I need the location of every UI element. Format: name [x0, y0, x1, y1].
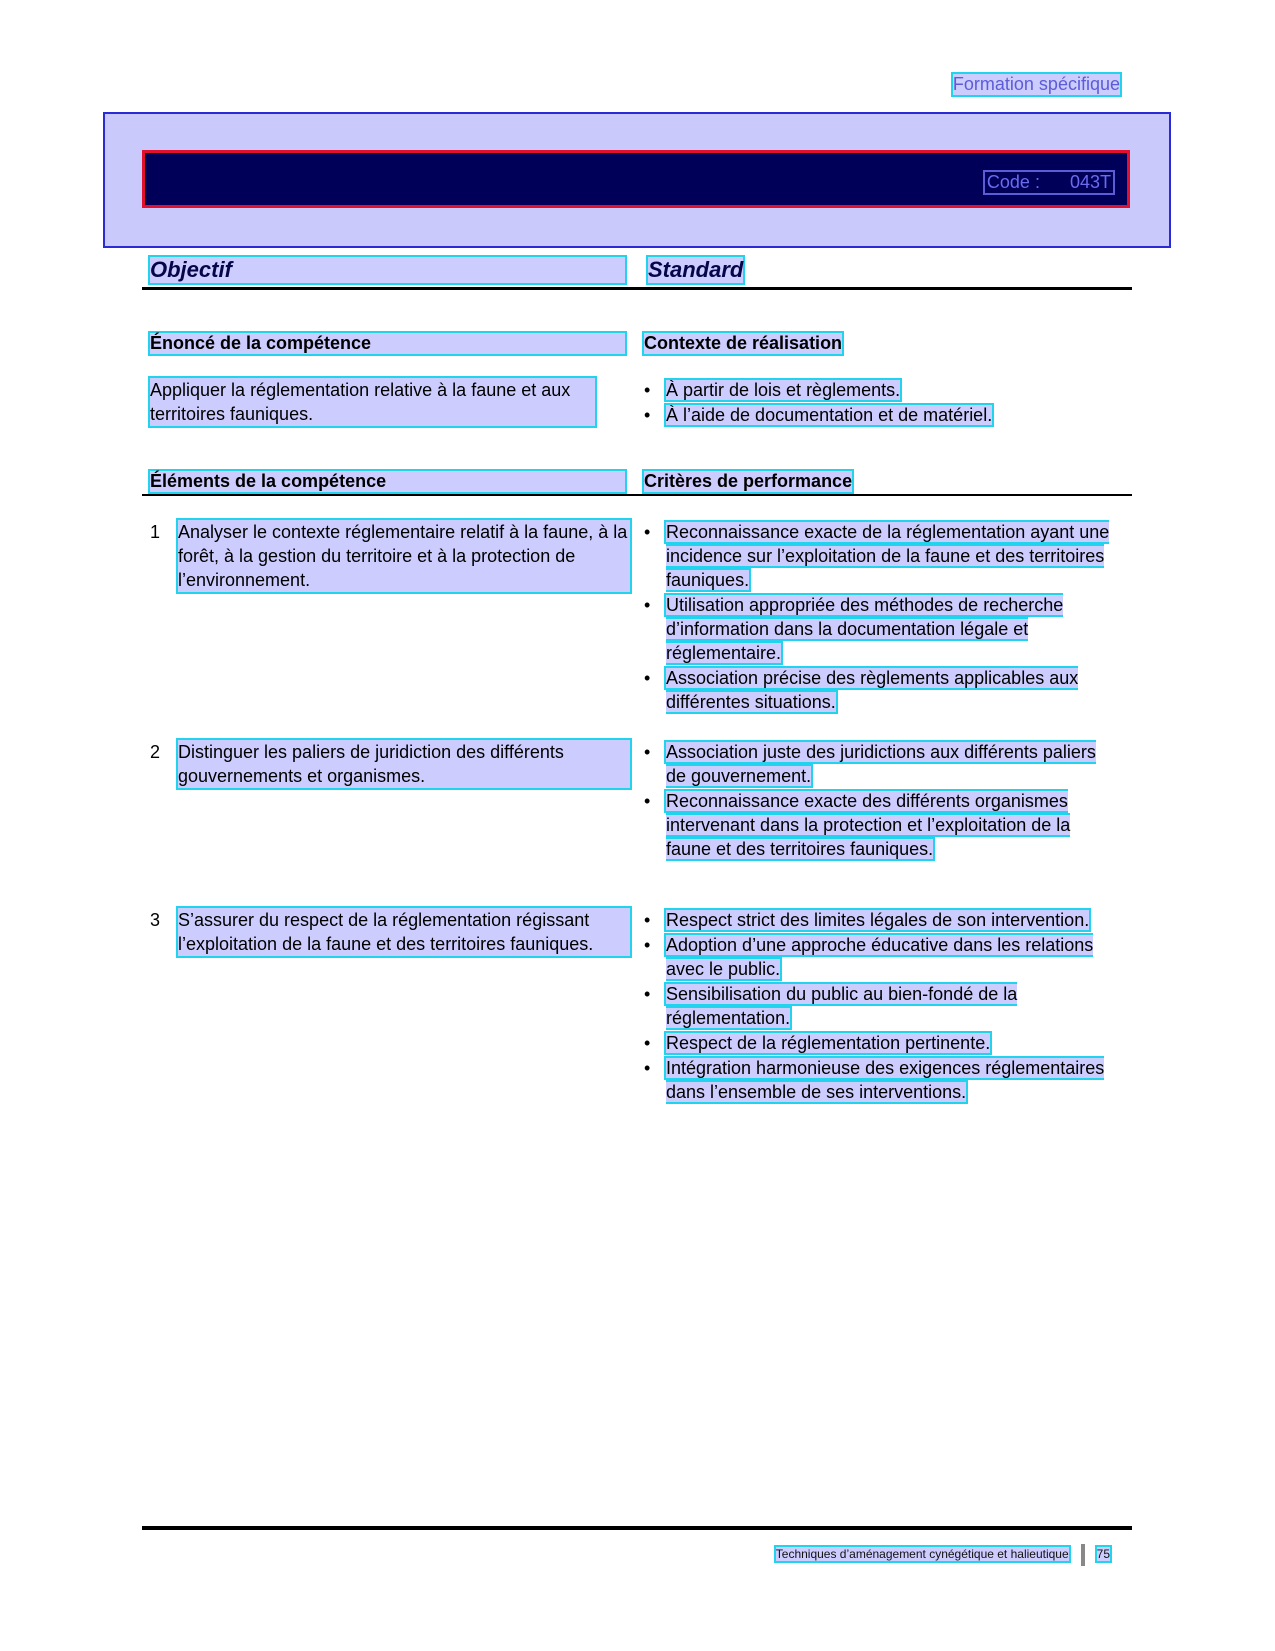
criterion: • Intégration harmonieuse des exigences réglementaires dans l’ensemble de ses interventions.	[644, 1056, 1114, 1104]
elements-heading: Éléments de la compétence	[150, 471, 625, 492]
element-number: 2	[150, 742, 161, 762]
mid-rule	[142, 494, 1132, 496]
criteria-list-3	[644, 908, 1114, 1105]
code-label-text: Code :	[986, 172, 1040, 192]
criterion: • Reconnaissance exacte des différents organismes intervenant dans la protection et l’exploitation de la faune et des territoires fauniques.	[644, 789, 1114, 861]
context-item: • À l’aide de documentation et de matériel.	[644, 403, 1114, 427]
criterion: • Utilisation appropriée des méthodes de recherche d’information dans la documentation légale et réglementaire.	[644, 593, 1114, 665]
footer-rule	[142, 1526, 1132, 1530]
criteria-list-1	[644, 520, 1114, 715]
standard-heading: Standard	[648, 257, 744, 282]
element-3	[150, 908, 630, 956]
criteria-heading: Critères de performance	[644, 471, 853, 491]
code-label	[983, 170, 1115, 195]
footer	[776, 1544, 1110, 1566]
element-1	[150, 520, 630, 592]
element-number: 1	[150, 522, 161, 542]
objectif-heading: Objectif	[150, 257, 625, 283]
criterion: • Sensibilisation du public au bien-fondé de la réglementation.	[644, 982, 1114, 1030]
element-2	[150, 740, 630, 788]
criterion: • Association juste des juridictions aux différents paliers de gouvernement.	[644, 740, 1114, 788]
top-rule	[142, 287, 1132, 290]
element-text: S’assurer du respect de la réglementation régissant l’exploitation de la faune et des territoires fauniques.	[178, 908, 630, 956]
context-heading: Contexte de réalisation	[644, 333, 843, 353]
section-label: Formation spécifique	[952, 74, 1120, 94]
criterion: • Respect de la réglementation pertinente.	[644, 1031, 1114, 1055]
criterion: • Association précise des règlements applicables aux différentes situations.	[644, 666, 1114, 714]
code-value: 043T	[1069, 172, 1111, 192]
footer-separator	[1081, 1544, 1085, 1566]
criteria-list-2	[644, 740, 1114, 862]
footer-program: Techniques d’aménagement cynégétique et halieutique	[775, 1547, 1069, 1562]
title-bar	[142, 150, 1130, 208]
context-list	[644, 378, 1114, 428]
competence-heading: Énoncé de la compétence	[150, 333, 625, 354]
element-text: Analyser le contexte réglementaire relatif à la faune, à la forêt, à la gestion du territoire et à la protection de l’environnement.	[178, 520, 630, 592]
page-number: 75	[1096, 1547, 1110, 1562]
criterion: • Adoption d’une approche éducative dans les relations avec le public.	[644, 933, 1114, 981]
criterion: • Respect strict des limites légales de son intervention.	[644, 908, 1114, 932]
competence-text: Appliquer la réglementation relative à la faune et aux territoires fauniques.	[150, 378, 595, 426]
element-number: 3	[150, 910, 161, 930]
element-text: Distinguer les paliers de juridiction des différents gouvernements et organismes.	[178, 740, 630, 788]
criterion: • Reconnaissance exacte de la réglementation ayant une incidence sur l’exploitation de la faune et des territoires fauniques.	[644, 520, 1114, 592]
context-item: • À partir de lois et règlements.	[644, 378, 1114, 402]
